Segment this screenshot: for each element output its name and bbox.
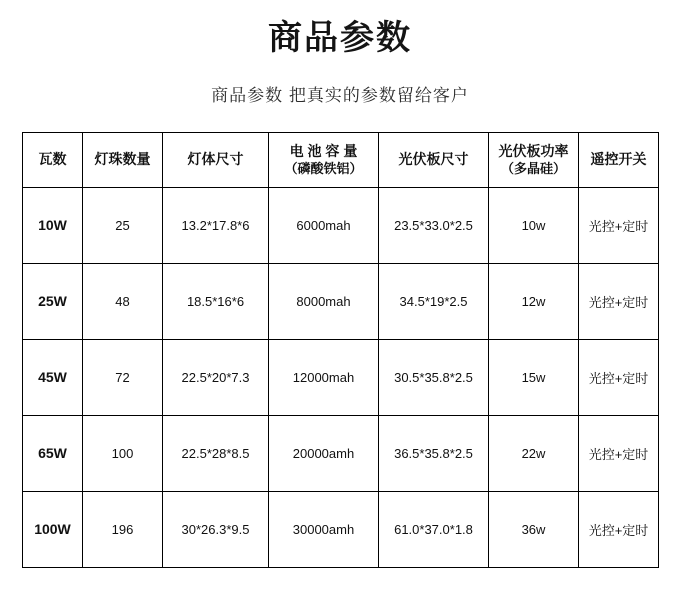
cell-body-size: 22.5*28*8.5 <box>163 415 269 491</box>
cell-body-size: 30*26.3*9.5 <box>163 491 269 567</box>
cell-led-count: 25 <box>83 187 163 263</box>
column-header-panel-power-sublabel: （多晶硅） <box>500 161 566 177</box>
cell-panel-power: 15w <box>489 339 579 415</box>
table-row <box>23 491 659 567</box>
column-header-body-size-label: 灯体尺寸 <box>187 151 244 168</box>
cell-remote-switch: 光控+定时 <box>579 415 659 491</box>
product-params-page <box>0 18 680 616</box>
column-header-panel-power-label: 光伏板功率 <box>498 142 569 159</box>
cell-watt: 10W <box>23 187 83 263</box>
column-header-watt-label: 瓦数 <box>38 151 67 168</box>
cell-panel-size: 61.0*37.0*1.8 <box>379 491 489 567</box>
cell-watt: 65W <box>23 415 83 491</box>
cell-remote-switch: 光控+定时 <box>579 491 659 567</box>
column-header-led-count-label: 灯珠数量 <box>94 151 151 168</box>
cell-panel-size: 36.5*35.8*2.5 <box>379 415 489 491</box>
params-table-container <box>22 132 658 568</box>
table-header-row <box>23 132 659 187</box>
table-row <box>23 415 659 491</box>
cell-led-count: 48 <box>83 263 163 339</box>
column-header-body-size <box>163 132 269 187</box>
product-params-table <box>22 132 659 568</box>
page-title: 商品参数 <box>268 19 412 57</box>
cell-battery: 8000mah <box>269 263 379 339</box>
column-header-watt <box>23 132 83 187</box>
cell-battery: 20000amh <box>269 415 379 491</box>
cell-panel-power: 22w <box>489 415 579 491</box>
cell-watt: 25W <box>23 263 83 339</box>
column-header-remote-switch-label: 遥控开关 <box>590 151 647 168</box>
column-header-battery-label: 电 池 容 量 <box>289 142 358 159</box>
cell-watt: 100W <box>23 491 83 567</box>
page-subtitle: 商品参数 把真实的参数留给客户 <box>211 85 469 105</box>
table-row <box>23 339 659 415</box>
column-header-battery <box>269 132 379 187</box>
cell-watt: 45W <box>23 339 83 415</box>
cell-body-size: 22.5*20*7.3 <box>163 339 269 415</box>
cell-panel-power: 10w <box>489 187 579 263</box>
cell-body-size: 13.2*17.8*6 <box>163 187 269 263</box>
cell-remote-switch: 光控+定时 <box>579 263 659 339</box>
column-header-battery-sublabel: （磷酸铁铝） <box>284 161 363 177</box>
cell-battery: 12000mah <box>269 339 379 415</box>
cell-led-count: 100 <box>83 415 163 491</box>
column-header-panel-size-label: 光伏板尺寸 <box>398 151 469 168</box>
column-header-led-count <box>83 132 163 187</box>
cell-panel-power: 12w <box>489 263 579 339</box>
column-header-remote-switch <box>579 132 659 187</box>
column-header-panel-size <box>379 132 489 187</box>
column-header-panel-power <box>489 132 579 187</box>
table-row <box>23 263 659 339</box>
cell-battery: 30000amh <box>269 491 379 567</box>
table-row <box>23 187 659 263</box>
cell-remote-switch: 光控+定时 <box>579 187 659 263</box>
cell-led-count: 72 <box>83 339 163 415</box>
cell-panel-size: 30.5*35.8*2.5 <box>379 339 489 415</box>
cell-panel-size: 34.5*19*2.5 <box>379 263 489 339</box>
cell-led-count: 196 <box>83 491 163 567</box>
cell-panel-power: 36w <box>489 491 579 567</box>
cell-remote-switch: 光控+定时 <box>579 339 659 415</box>
cell-panel-size: 23.5*33.0*2.5 <box>379 187 489 263</box>
cell-body-size: 18.5*16*6 <box>163 263 269 339</box>
cell-battery: 6000mah <box>269 187 379 263</box>
